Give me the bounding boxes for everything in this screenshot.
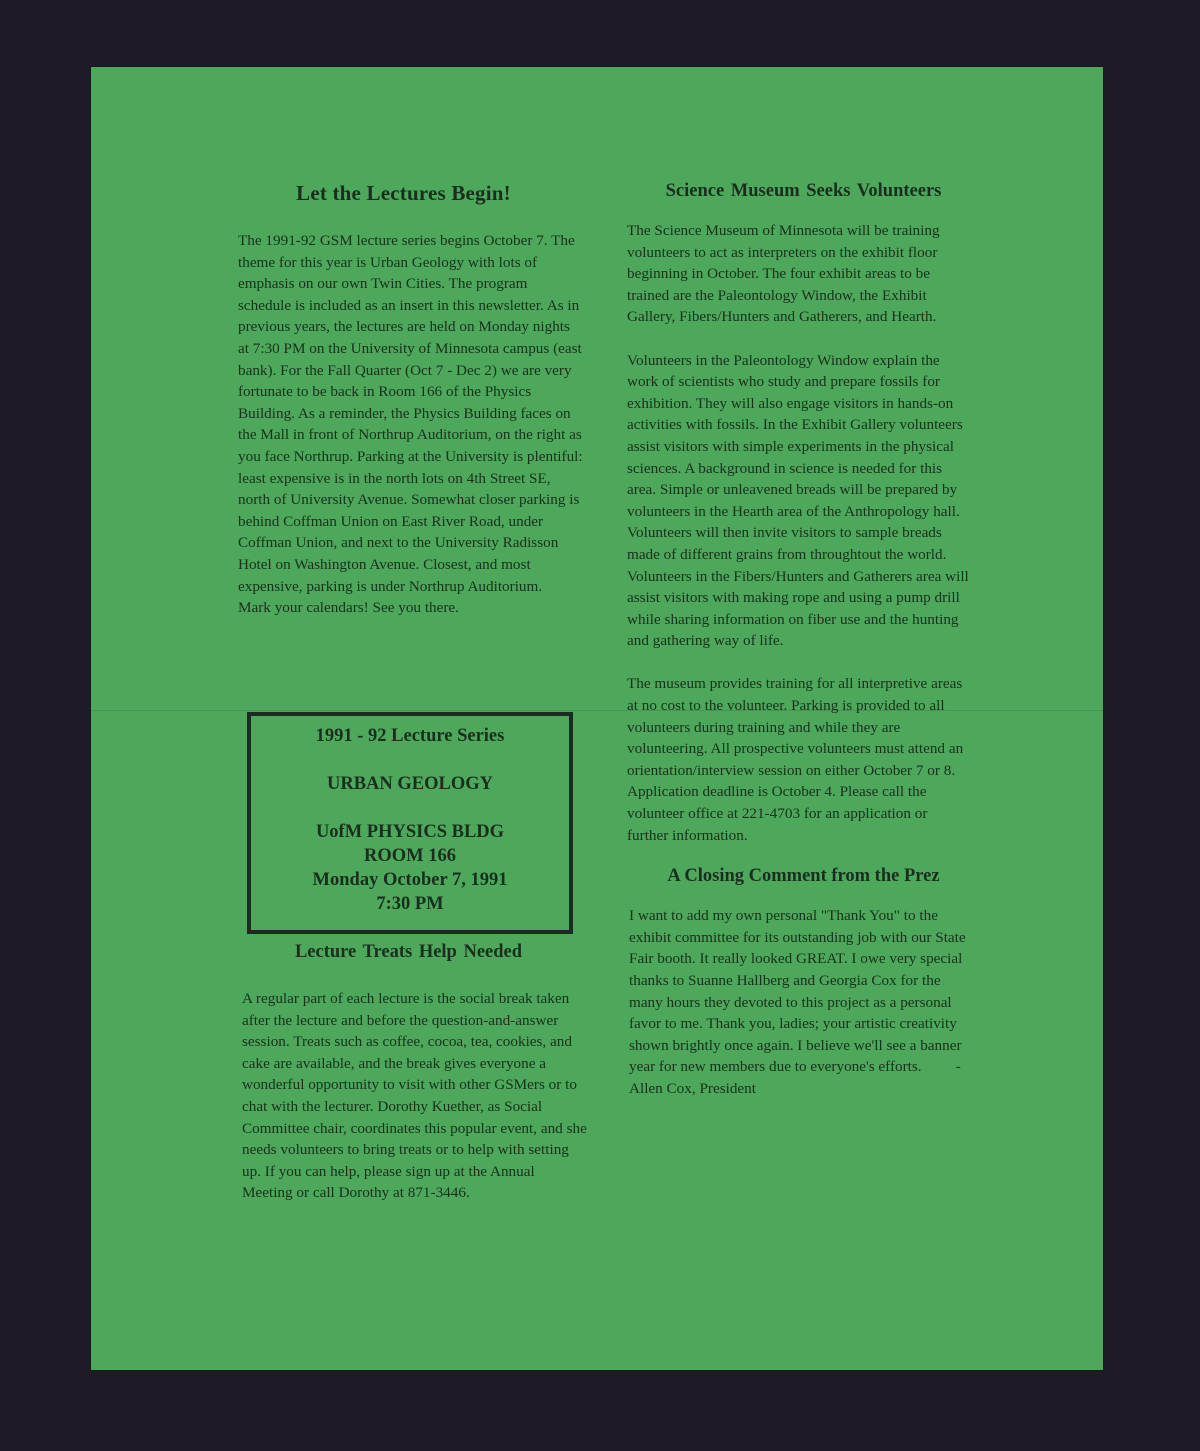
prez-article-title: A Closing Comment from the Prez: [667, 866, 940, 887]
lecture-series-building: UofM PHYSICS BLDG: [315, 822, 505, 842]
museum-article-paragraph: The Science Museum of Minnesota will be training volunteers to act as interpreters on the exhibit floor beginning in October. The four exhibit areas to be trained are the Paleontology Window, the Exhibit Gallery, Fibers/Hunters and Gatherers, and Hearth.: [627, 222, 940, 326]
left-column: [238, 181, 583, 619]
treats-article-body: A regular part of each lecture is the social break taken after the lecture and before the question-and-answer session. Treats such as coffee, cocoa, tea, cookies, and cake are available, and the break gives everyone a wonderful opportunity to visit with other GSMers or to chat with the lecturer. Dorothy Kuether, as Social Committee chair, coordinates this popular event, and she needs volunteers to bring treats or to help with setting up. If you can help, please sign up at the Annual Meeting or call Dorothy at 871-3446.: [242, 990, 587, 1202]
lecture-series-time: 7:30 PM: [376, 894, 444, 914]
prez-article-body: [629, 905, 974, 1099]
treats-article-title: Lecture Treats Help Needed: [294, 942, 523, 962]
lecture-series-label: 1991 - 92 Lecture Series: [315, 726, 505, 746]
museum-article-paragraph: The museum provides training for all interpretive areas at no cost to the volunteer. Parking is provided to all volunteers during training and while they are volunteering. All prospective volunteers must attend an orientation/interview session on either October 7 or 8. Application deadline is October 4. Please call the volunteer office at 221-4703 for an application or further information.: [627, 675, 964, 844]
newsletter-page: [91, 67, 1103, 1370]
lecture-series-room: ROOM 166: [364, 846, 456, 866]
right-column: [627, 181, 972, 1100]
prez-signature: - Allen Cox, President: [629, 1058, 961, 1097]
lectures-article-closing: Mark your calendars! See you there.: [238, 599, 459, 617]
lectures-article-body: The 1991-92 GSM lecture series begins October 7. The theme for this year is Urban Geology with lots of emphasis on our own Twin Cities. The program schedule is included as an insert in this newsletter. As in previous years, the lectures are held on Monday nights at 7:30 PM on the University of Minnesota campus (east bank). For the Fall Quarter (Oct 7 - Dec 2) we are very fortunate to be back in Room 166 of the Physics Building. As a reminder, the Physics Building faces on the Mall in front of Northrup Auditorium, on the right as you face Northrup. Parking at the University is plentiful: least expensive is in the north lots on 4th Street SE, north of University Avenue. Somewhat closer parking is behind Coffman Union on East River Road, under Coffman Union, and next to the University Radisson Hotel on Washington Avenue. Closest, and most expensive, parking is under Northrup Auditorium.: [238, 232, 583, 595]
lecture-series-box: [247, 712, 573, 934]
museum-article-paragraph: Volunteers in the Paleontology Window explain the work of scientists who study and prepare fossils for exhibition. They will also engage visitors in hands-on activities with fossils. In the Exhibit Gallery volunteers assist visitors with simple experiments in the physical sciences. A background in science is needed for this area. Simple or unleavened breads will be prepared by volunteers in the Hearth area of the Anthropology hall. Volunteers will then invite visitors to sample breads made of different grains from throughtout the world. Volunteers in the Fibers/Hunters and Gatherers area will assist visitors with making rope and using a pump drill while sharing information on fiber use and the hunting and gathering way of life.: [627, 351, 969, 650]
lectures-article-title: Let the Lectures Begin!: [296, 181, 511, 205]
museum-article-title: Science Museum Seeks Volunteers: [665, 181, 942, 201]
lecture-series-theme: URBAN GEOLOGY: [326, 774, 493, 794]
lecture-series-date: Monday October 7, 1991: [312, 870, 508, 890]
prez-article-text: I want to add my own personal "Thank You" to the exhibit committee for its outstanding job with our State Fair booth. It really looked GREAT. I owe very special thanks to Suanne Hallberg and Georgia Cox for the many hours they devoted to this project as a personal favor to me. Thank you, ladies; your artistic creativity shown brightly once again. I believe we'll see a banner year for new members due to everyone's efforts.: [629, 907, 966, 1076]
